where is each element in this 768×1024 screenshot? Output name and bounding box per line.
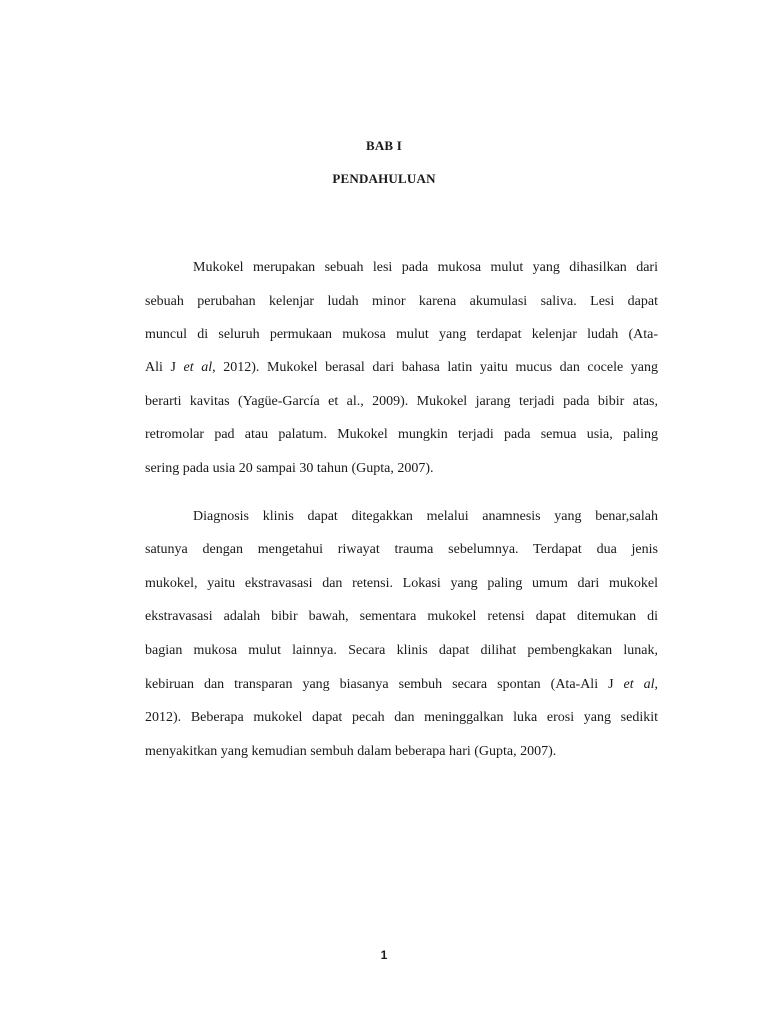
- text-segment: , 2012). Mukokel berasal dari bahasa latin yaitu mucus dan cocele yang: [212, 360, 658, 375]
- paragraph-line: bagian mukosa mulut lainnya. Secara klinis dapat dilihat pembengkakan lunak,: [145, 643, 658, 658]
- paragraph-line: 2012). Beberapa mukokel dapat pecah dan meninggalkan luka erosi yang sedikit: [145, 710, 658, 725]
- paragraph-line: berarti kavitas (Yagüe-García et al., 2009). Mukokel jarang terjadi pada bibir atas,: [145, 394, 658, 409]
- text-segment: Ali J: [145, 360, 184, 375]
- paragraph-line: Mukokel merupakan sebuah lesi pada mukosa mulut yang dihasilkan dari: [193, 260, 658, 275]
- paragraph-line: sering pada usia 20 sampai 30 tahun (Gupta, 2007).: [145, 461, 434, 476]
- chapter-title: PENDAHULUAN: [332, 171, 436, 186]
- paragraph-line: mukokel, yaitu ekstravasasi dan retensi. Lokasi yang paling umum dari mukokel: [145, 576, 658, 591]
- paragraph-line: muncul di seluruh permukaan mukosa mulut yang terdapat kelenjar ludah (Ata-: [145, 327, 658, 342]
- italic-citation: et al: [183, 360, 213, 375]
- text-segment: kebiruan dan transparan yang biasanya sembuh secara spontan (Ata-Ali J: [145, 677, 624, 692]
- paragraph-line: ekstravasasi adalah bibir bawah, sementara mukokel retensi dapat ditemukan di: [145, 609, 658, 624]
- paragraph-line: retromolar pad atau palatum. Mukokel mungkin terjadi pada semua usia, paling: [145, 427, 658, 442]
- paragraph-line: [145, 359, 658, 377]
- paragraph-line: satunya dengan mengetahui riwayat trauma sebelumnya. Terdapat dua jenis: [145, 542, 658, 557]
- paragraph-line: [145, 676, 658, 694]
- italic-citation: et al: [623, 677, 655, 692]
- paragraph-line: sebuah perubahan kelenjar ludah minor karena akumulasi saliva. Lesi dapat: [145, 294, 658, 309]
- paragraph-line: menyakitkan yang kemudian sembuh dalam beberapa hari (Gupta, 2007).: [145, 744, 557, 759]
- page-number: 1: [380, 948, 388, 962]
- text-segment: ,: [654, 677, 658, 692]
- paragraph-line: Diagnosis klinis dapat ditegakkan melalui anamnesis yang benar,salah: [193, 509, 658, 524]
- chapter-number: BAB I: [365, 138, 403, 153]
